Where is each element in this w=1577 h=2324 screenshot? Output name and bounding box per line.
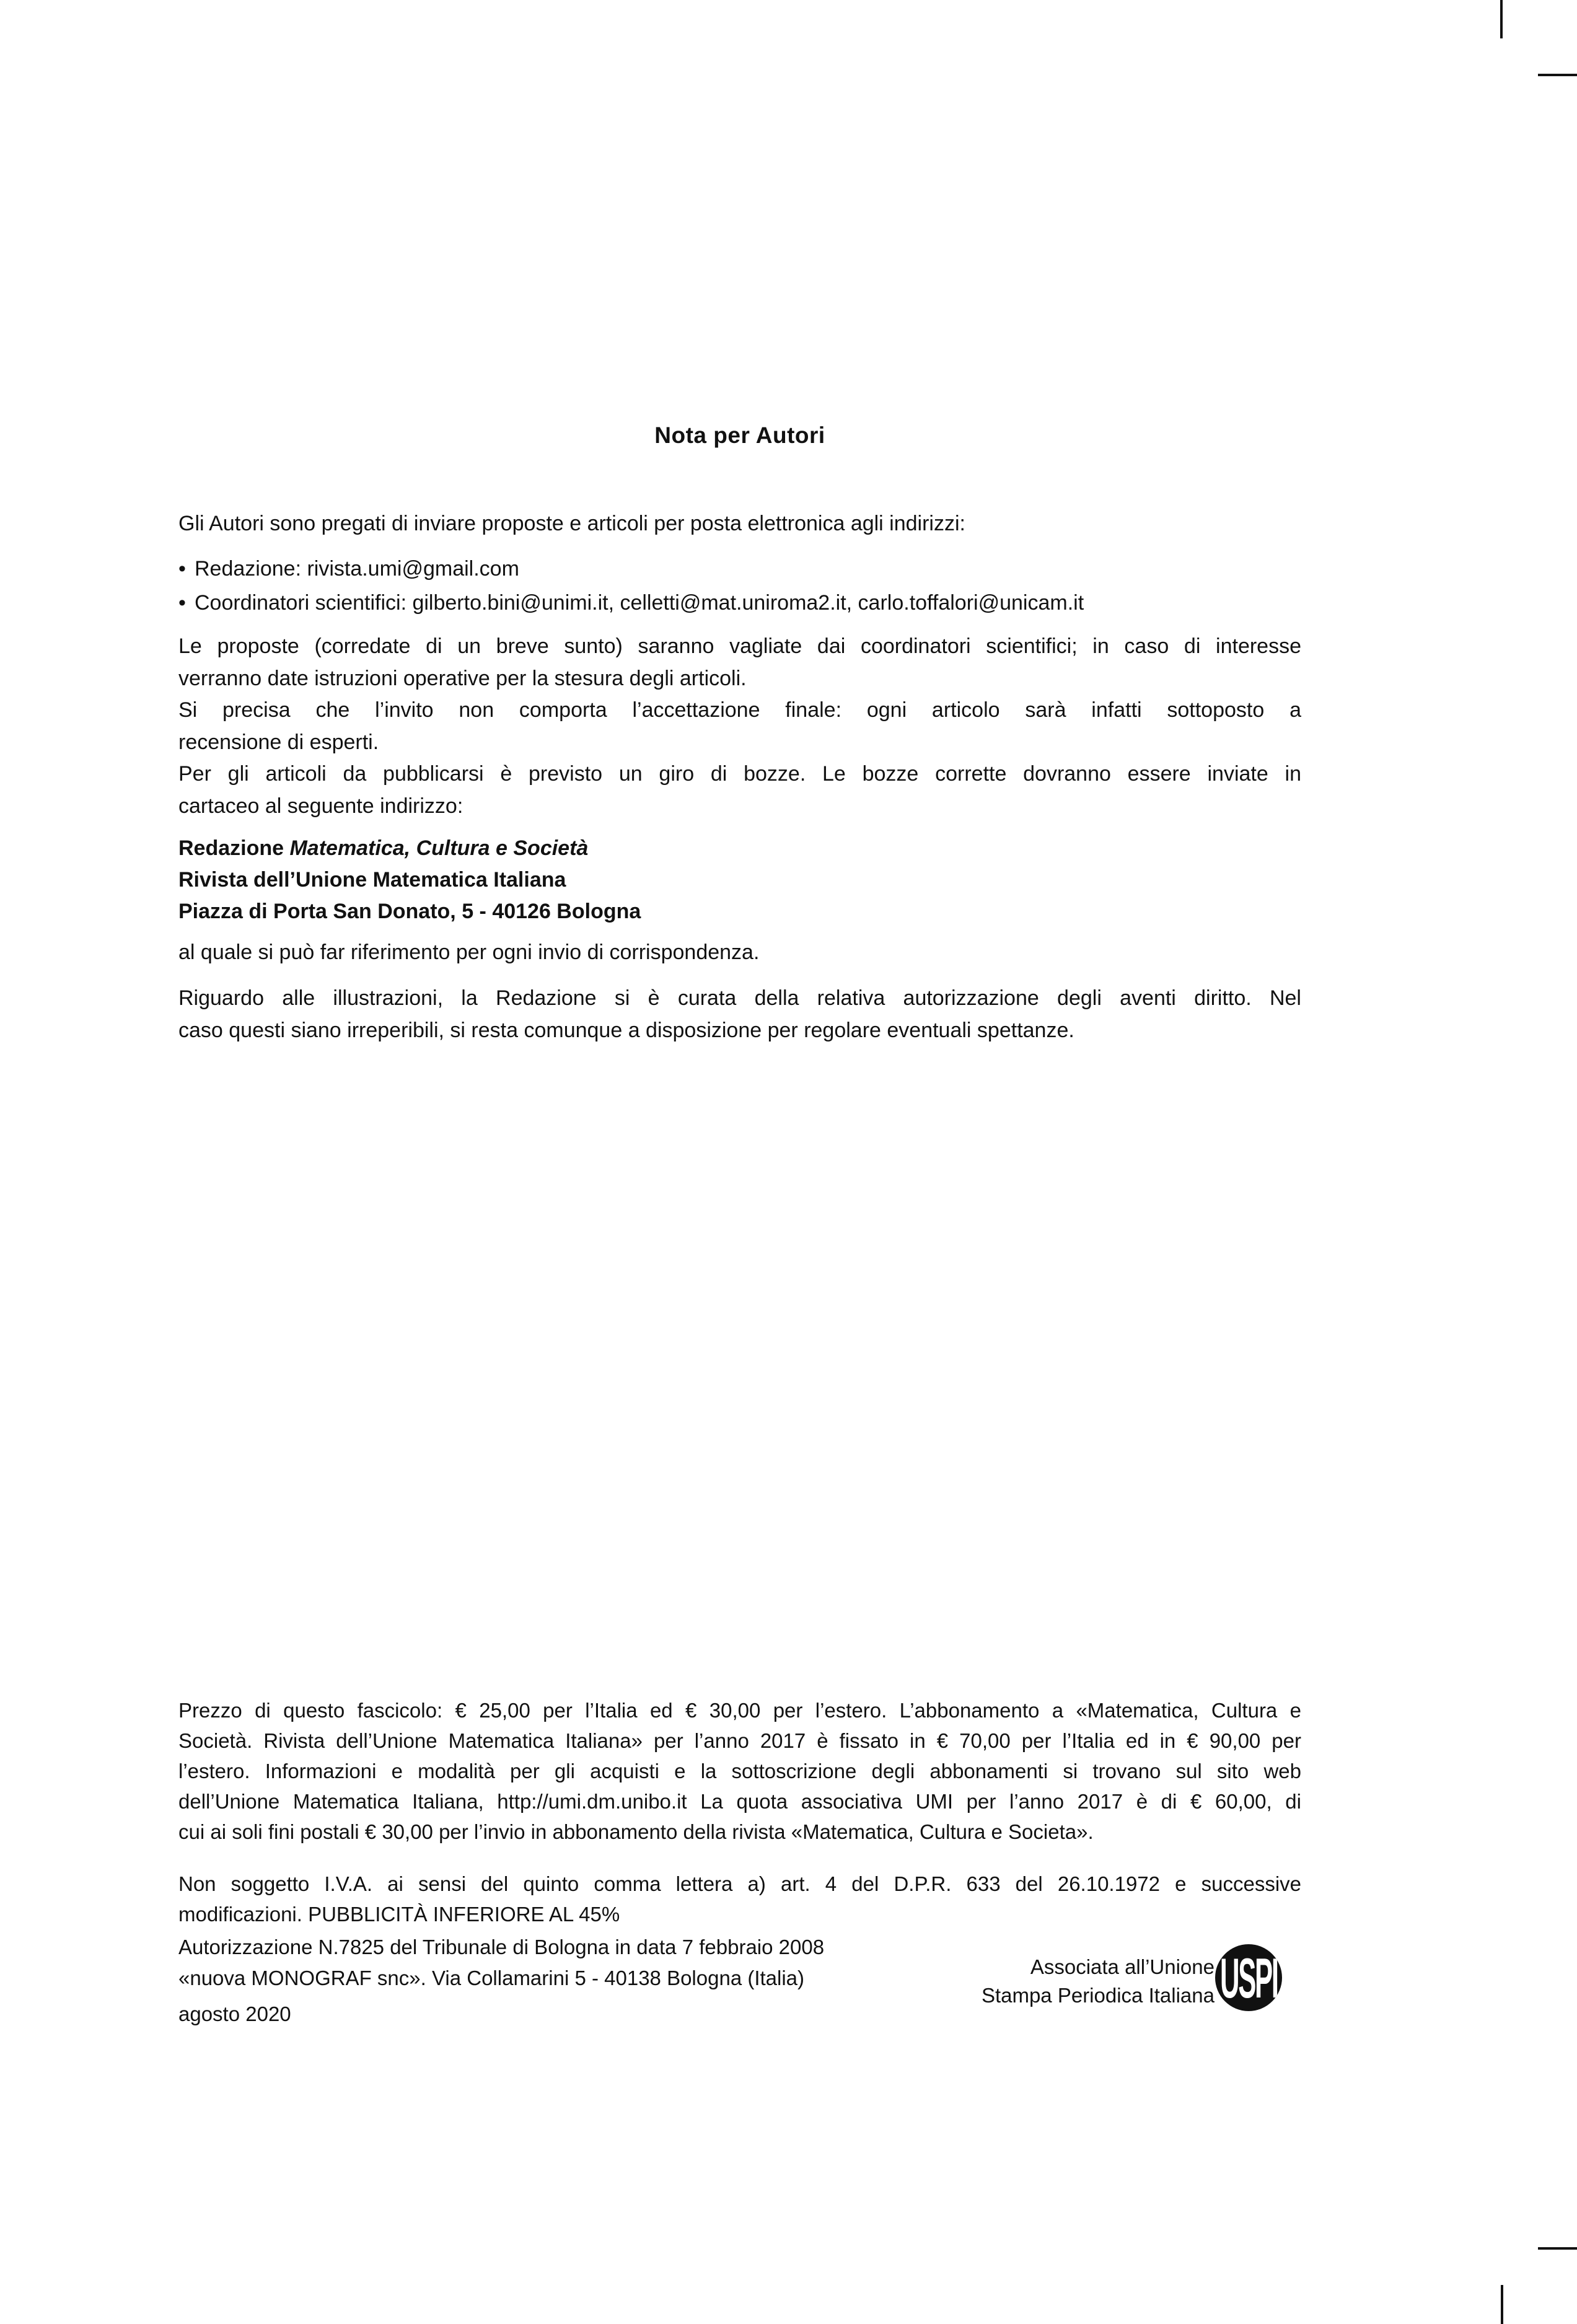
text-line: Prezzo di questo fascicolo: € 25,00 per l’Italia ed € 30,00 per l’estero. L’abbonamento a «Matematica, Cultura e: [178, 1699, 1301, 1722]
page-title: Nota per Autori: [654, 423, 825, 448]
text-line: Riguardo alle illustrazioni, la Redazione si è curata della relativa autorizzazione degli aventi diritto. Nel: [178, 986, 1301, 1010]
authorization-line: Autorizzazione N.7825 del Tribunale di Bologna in data 7 febbraio 2008: [178, 1936, 825, 1958]
submission-instructions-paragraphs: [178, 631, 1301, 822]
crop-mark-bottom-horizontal: [1538, 2247, 1577, 2250]
address-prefix: Redazione: [178, 836, 290, 860]
text-line: verranno date istruzioni operative per la stesura degli articoli.: [178, 666, 747, 690]
crop-mark-top-vertical: [1500, 0, 1503, 38]
crop-mark-bottom-vertical: [1501, 2285, 1503, 2324]
list-item-label: Coordinatori scientifici: gilberto.bini@unimi.it, celletti@mat.uniroma2.it, carlo.toffalori@unicam.it: [195, 591, 1084, 615]
text-line: Per gli articoli da pubblicarsi è previsto un giro di bozze. Le bozze corrette dovranno essere inviate in: [178, 762, 1301, 786]
text-line: l’estero. Informazioni e modalità per gli acquisti e la sottoscrizione degli abbonamenti si trovano sul sito web: [178, 1760, 1301, 1782]
association-line-2: Stampa Periodica Italiana: [981, 1984, 1215, 2007]
uspi-association-block: [843, 1953, 1215, 2010]
text-line: modificazioni. PUBBLICITÀ INFERIORE AL 45%: [178, 1903, 620, 1926]
text-line: caso questi siano irreperibili, si resta comunque a disposizione per regolare eventuali spettanze.: [178, 1018, 1074, 1042]
crop-mark-top-horizontal: [1538, 74, 1577, 76]
uspi-logo-text: USPI: [1219, 1945, 1278, 2010]
address-line-street: Piazza di Porta San Donato, 5 - 40126 Bologna: [178, 900, 641, 923]
address-line-rivista: Rivista dell’Unione Matematica Italiana: [178, 868, 566, 892]
address-line-redazione: [178, 833, 1301, 864]
journal-name: Matematica, Cultura e Società: [289, 836, 589, 860]
text-line: Le proposte (corredate di un breve sunto) saranno vagliate dai coordinatori scientifici; in caso di interesse: [178, 634, 1301, 658]
bullet-icon: •: [178, 591, 186, 615]
printer-line: «nuova MONOGRAF snc». Via Collamarini 5 - 40138 Bologna (Italia): [178, 1967, 805, 1989]
illustrations-paragraph: [178, 983, 1301, 1046]
text-line: cartaceo al seguente indirizzo:: [178, 794, 463, 818]
text-line: dell’Unione Matematica Italiana, http://umi.dm.unibo.it La quota associativa UMI per l’anno 2017 è di € 60,00, di: [178, 1790, 1301, 1813]
text-line: Non soggetto I.V.A. ai sensi del quinto comma lettera a) art. 4 del D.P.R. 633 del 26.10.1972 e successive: [178, 1872, 1301, 1895]
text-line: Società. Rivista dell’Unione Matematica Italiana» per l’anno 2017 è fissato in € 70,00 per l’Italia ed in € 90,00 per: [178, 1729, 1301, 1752]
intro-paragraph: Gli Autori sono pregati di inviare proposte e articoli per posta elettronica agli indirizzi:: [178, 512, 965, 535]
editorial-address-block: [178, 833, 1301, 927]
list-item-coordinatori-email: [178, 587, 1301, 619]
correspondence-note: al quale si può far riferimento per ogni invio di corrispondenza.: [178, 941, 760, 964]
print-date: agosto 2020: [178, 2002, 291, 2025]
bullet-icon: •: [178, 557, 186, 581]
text-line: Si precisa che l’invito non comporta l’accettazione finale: ogni articolo sarà infatti sottoposto a: [178, 698, 1301, 722]
text-line: cui ai soli fini postali € 30,00 per l’invio in abbonamento della rivista «Matematica, Cultura e Societa».: [178, 1820, 1094, 1843]
list-item-redazione-email: [178, 553, 1301, 585]
list-item-label: Redazione: rivista.umi@gmail.com: [195, 557, 519, 581]
association-line-1: Associata all’Unione: [1030, 1955, 1215, 1978]
vat-notice-paragraph: [178, 1869, 1301, 1929]
pricing-paragraph: [178, 1695, 1301, 1847]
text-line: recensione di esperti.: [178, 730, 379, 754]
uspi-logo-icon: [1215, 1944, 1282, 2011]
